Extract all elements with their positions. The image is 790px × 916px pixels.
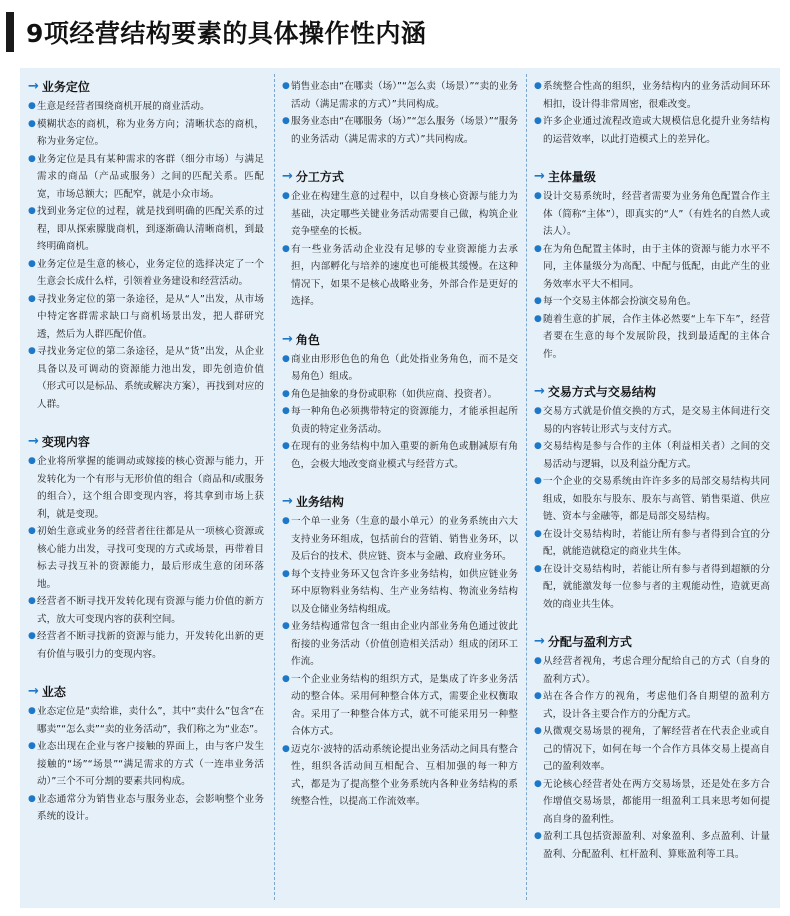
section-heading-text: 业务结构 [295, 495, 344, 509]
list-item [282, 566, 518, 619]
bullet-icon: ● [28, 293, 36, 304]
list-item [28, 116, 264, 151]
list-item-text: 初始生意或业务的经营者往往都是从一项核心资源或核心能力出发，寻找可变现的方式或场景，再带着目标去寻找互补的资源能力，最后形成生意的闭环落地。 [37, 526, 264, 590]
section [534, 633, 770, 863]
bullet-icon: ● [534, 296, 542, 306]
bullet-icon: ● [282, 743, 290, 754]
list-item-text: 在为角色配置主体时，由于主体的资源与能力水平不同，主体量级分为高配、中配与低配，由此产生的业务效率水平大不相同。 [543, 243, 770, 290]
bullet-icon: ● [282, 673, 290, 684]
list-item [534, 653, 770, 688]
list-item [28, 703, 264, 738]
list-item-text: 销售业态由“在哪卖（场）”“怎么卖（场景）”“卖的业务活动（满足需求的方式）”共同构成。 [291, 81, 518, 110]
bullet-icon: ● [282, 441, 290, 451]
section-heading-text: 角色 [295, 332, 320, 347]
list-item-text: 生意是经营者围绕商机开展的商业活动。 [37, 101, 210, 112]
arrow-right-icon: → [28, 79, 39, 94]
list-item-text: 一个单一业务（生意的最小单元）的业务系统由六大支持业务环组成，包括前台的营销、销售业务环，以及后台的技术、供应链、资本与金融、政府业务环。 [291, 516, 518, 562]
bullet-icon: ● [282, 406, 290, 416]
bullet-icon: ● [534, 563, 542, 574]
list-item-text: 找到业务定位的过程，就是找到明确的匹配关系的过程，即从探索朦胧商机，到逐渐确认清晰商机，到最终明确商机。 [37, 206, 264, 252]
bullet-icon: ● [534, 528, 542, 539]
section-heading-text: 分配与盈利方式 [547, 635, 632, 649]
bullet-icon: ● [282, 568, 290, 579]
section-heading-text: 分工方式 [295, 170, 344, 184]
list-item [28, 291, 264, 344]
list-item-text: 从微观交易场景的视角，了解经营者在代表企业或自己的情况下，如何在每一个合作方具体交易上提高自己的盈利效率。 [543, 726, 770, 772]
list-item [282, 403, 518, 438]
list-item [534, 241, 770, 294]
list-item [282, 386, 518, 404]
bullet-icon: ● [28, 118, 36, 129]
list-item [282, 618, 518, 671]
list-item-text: 企业将所掌握的能调动或嫁接的核心资源与能力，开发转化为一个有形与无形价值的组合（商品和/或服务的组合），这个组合即变现内容，将其拿到市场上获利，就是变现。 [37, 456, 264, 520]
list-item-text: 一个企业的交易系统由许许多多的局部交易结构共同组成，如股东与股东、股东与高管、销售渠道、供应链、资本与金融等，都是局部交易结构。 [543, 476, 770, 522]
list-item-text: 业务结构通常包含一组由企业内部业务角色通过彼此衔接的业务活动（价值创造相关活动）组成的闭环工作流。 [291, 621, 518, 667]
list-item [28, 738, 264, 791]
bullet-icon: ● [534, 778, 542, 789]
bullet-icon: ● [282, 191, 290, 201]
list-item-text: 模糊状态的商机，称为业务方向；清晰状态的商机，称为业务定位。 [37, 118, 264, 147]
section-heading-text: 交易方式与交易结构 [547, 385, 656, 399]
list-item-text: 业务定位是具有某种需求的客群（细分市场）与满足需求的商品（产品或服务）之间的匹配关系。匹配宽，市场总额大；匹配窄，就是小众市场。 [37, 153, 264, 200]
bullet-icon: ● [534, 726, 542, 736]
list-item [534, 78, 770, 113]
section [282, 493, 518, 811]
section [282, 331, 518, 474]
list-item-text: 经营者不断寻找新的资源与能力，开发转化出新的更有价值与吸引力的变现内容。 [37, 631, 264, 660]
list-item [534, 188, 770, 241]
arrow-right-icon: → [282, 331, 293, 347]
column-2 [282, 78, 518, 831]
list-item [28, 343, 264, 413]
arrow-right-icon: → [534, 169, 545, 184]
bullet-icon: ● [534, 656, 542, 666]
list-item-text: 许多企业通过流程改造或大规模信息化提升业务结构的运营效率，以此打造模式上的差异化。 [543, 116, 770, 145]
bullet-icon: ● [534, 243, 542, 254]
list-item [534, 473, 770, 526]
list-item [28, 628, 264, 663]
list-item [28, 791, 264, 826]
bullet-icon: ● [534, 313, 542, 324]
bullet-icon: ● [534, 476, 542, 486]
list-item-text: 寻找业务定位的第二条途径，是从“货”出发，从企业具备以及可调动的资源能力池出发，即先创造价值（形式可以是标品、系统或解决方案），再找到对应的人群。 [37, 346, 264, 410]
list-item-text: 盈利工具包括资源盈利、对象盈利、多点盈利、计量盈利、分配盈利、杠杆盈利、算账盈利等工具。 [543, 831, 770, 860]
bullet-icon: ● [534, 691, 542, 701]
list-item-text: 无论核心经营者处在两方交易场景，还是处在多方合作增值交易场景，都能用一组盈利工具来思考如何提高自身的盈利性。 [543, 778, 770, 825]
list-item-text: 企业在构建生意的过程中，以自身核心资源与能力为基础，决定哪些关键业务活动需要自己做，构筑企业竞争壁垒的长板。 [291, 191, 518, 237]
list-item [28, 593, 264, 628]
section-heading [28, 683, 264, 700]
list-item-text: 迈克尔·波特的活动系统论提出业务活动之间具有整合性，组织各活动间互相配合、互相加强的每一种方式，都是为了提高整个业务系统内各种业务结构的系统整合性，以提高工作流效率。 [291, 743, 518, 807]
section [534, 78, 770, 148]
bullet-icon: ● [28, 258, 36, 269]
section [282, 78, 518, 148]
list-item [28, 203, 264, 256]
section-heading [282, 331, 518, 348]
content-panel [20, 68, 780, 908]
column-1 [28, 78, 264, 846]
bullet-icon: ● [28, 101, 36, 111]
bullet-icon: ● [28, 153, 36, 164]
section [282, 168, 518, 311]
bullet-icon: ● [28, 526, 36, 536]
section-heading [282, 168, 518, 185]
section-heading [534, 383, 770, 400]
arrow-right-icon: → [28, 684, 39, 699]
arrow-right-icon: → [28, 434, 39, 449]
bullet-icon: ● [534, 406, 542, 416]
column-3 [534, 78, 770, 883]
list-item [28, 98, 264, 116]
section [28, 683, 264, 826]
list-item-text: 在现有的业务结构中加入重要的新角色或删减原有角色，会极大地改变商业模式与经营方式。 [291, 441, 518, 470]
list-item-text: 系统整合性高的组织，业务结构内的业务活动间环环相扣，设计得非常周密，很难改变。 [543, 81, 770, 110]
section-heading [28, 78, 264, 95]
list-item [282, 113, 518, 148]
list-item [534, 688, 770, 723]
bullet-icon: ● [28, 631, 36, 641]
list-item [282, 78, 518, 113]
list-item [534, 776, 770, 829]
list-item [534, 723, 770, 776]
list-item [534, 526, 770, 561]
bullet-icon: ● [534, 831, 542, 841]
section [534, 383, 770, 613]
list-item [28, 523, 264, 593]
section [28, 78, 264, 413]
section-heading [534, 633, 770, 650]
list-item [534, 561, 770, 614]
section-heading-text: 变现内容 [41, 435, 90, 449]
page-title: 9项经营结构要素的具体操作性内涵 [26, 19, 427, 48]
list-item-text: 业态定位是“卖给谁，卖什么”，其中“卖什么”包含“在哪卖”“怎么卖”“卖的业务活动”，我们称之为“业态”。 [37, 706, 264, 735]
bullet-icon: ● [28, 206, 36, 216]
bullet-icon: ● [282, 388, 290, 399]
arrow-right-icon: → [282, 169, 293, 184]
list-item-text: 交易结构是参与合作的主体（利益相关者）之间的交易活动与逻辑，以及利益分配方式。 [543, 441, 770, 470]
list-item [534, 438, 770, 473]
section [534, 168, 770, 363]
section [28, 433, 264, 663]
arrow-right-icon: → [282, 494, 293, 509]
title-bar [6, 8, 784, 56]
bullet-icon: ● [534, 81, 542, 91]
list-item-text: 随着生意的扩展，合作主体必然要“上车下车”，经营者要在生意的每个发展阶段，找到最适配的主体合作。 [543, 313, 770, 360]
title-accent-bar [6, 12, 14, 52]
list-item-text: 站在各合作方的视角，考虑他们各自期望的盈利方式，设计各主要合作方的分配方式。 [543, 691, 770, 720]
list-item [282, 513, 518, 566]
section-heading [282, 493, 518, 510]
bullet-icon: ● [282, 353, 290, 364]
list-item-text: 有一些业务活动企业没有足够的专业资源能力去承担，内部孵化与培养的速度也可能极其缓慢。在这种情况下，如果不是核心战略业务，外部合作是更好的选择。 [291, 243, 518, 307]
bullet-icon: ● [28, 706, 36, 716]
list-item [28, 453, 264, 523]
bullet-icon: ● [534, 116, 542, 126]
bullet-icon: ● [28, 793, 36, 804]
bullet-icon: ● [534, 191, 542, 201]
bullet-icon: ● [28, 456, 36, 466]
bullet-icon: ● [28, 596, 36, 606]
section-heading [534, 168, 770, 185]
bullet-icon: ● [282, 621, 290, 631]
list-item-text: 在设计交易结构时，若能让所有参与者得到超额的分配，就能激发每一位参与者的主观能动性，造就更高效的商业共生体。 [543, 563, 770, 610]
list-item-text: 业态通常分为销售业态与服务业态，会影响整个业务系统的设计。 [37, 793, 264, 822]
list-item [282, 741, 518, 811]
section-heading-text: 主体量级 [547, 170, 596, 184]
list-item-text: 每一个交易主体都会扮演交易角色。 [543, 296, 697, 307]
list-item-text: 每个支持业务环又包含许多业务结构，如供应链业务环中原物料业务结构、生产业务结构、物流业务结构以及仓储业务结构组成。 [291, 568, 518, 615]
bullet-icon: ● [28, 346, 36, 356]
list-item [534, 403, 770, 438]
list-item [534, 828, 770, 863]
list-item [534, 293, 770, 311]
list-item-text: 交易方式就是价值交换的方式，是交易主体间进行交易的内容转让形式与支付方式。 [543, 406, 770, 435]
list-item-text: 在设计交易结构时，若能让所有参与者得到合宜的分配，就能造就稳定的商业共生体。 [543, 528, 770, 557]
bullet-icon: ● [282, 81, 290, 91]
list-item-text: 角色是抽象的身份或职称（如供应商、投资者）。 [291, 388, 498, 400]
list-item-text: 寻找业务定位的第一条途径，是从“人”出发，从市场中特定客群需求缺口与商机场景出发，把人群研究透，然后为人群匹配价值。 [37, 293, 264, 340]
arrow-right-icon: → [534, 634, 545, 649]
list-item-text: 设计交易系统时，经营者需要为业务角色配置合作主体（简称“主体”），即真实的“人”（有姓名的自然人或法人）。 [543, 191, 770, 237]
bullet-icon: ● [282, 116, 290, 126]
column-divider [526, 74, 527, 900]
list-item-text: 业务定位是生意的核心，业务定位的选择决定了一个生意会长成什么样，引领着业务建设和经营活动。 [37, 258, 264, 287]
bullet-icon: ● [534, 441, 542, 451]
column-divider [274, 74, 275, 900]
list-item-text: 经营者不断寻找开发转化现有资源与能力价值的新方式，放大可变现内容的获利空间。 [37, 596, 264, 625]
bullet-icon: ● [282, 243, 290, 254]
list-item [534, 113, 770, 148]
list-item [282, 188, 518, 241]
list-item-text: 每一种角色必须携带特定的资源能力，才能承担起所负责的特定业务活动。 [291, 406, 518, 435]
section-heading [28, 433, 264, 450]
arrow-right-icon: → [534, 384, 545, 399]
list-item-text: 服务业态由“在哪服务（场）”“怎么服务（场景）”“服务的业务活动（满足需求的方式）”共同构成。 [291, 116, 518, 145]
list-item [282, 671, 518, 741]
list-item [282, 438, 518, 473]
list-item [28, 256, 264, 291]
list-item-text: 一个企业业务结构的组织方式，是集成了许多业务活动的整合体。采用何种整合体方式，需要企业权衡取舍。采用了一种整合体方式，就不可能采用另一种整合体方式。 [291, 673, 518, 737]
list-item-text: 业态出现在企业与客户接触的界面上，由与客户发生接触的“场”“场景”“满足需求的方式（一连串业务活动）”三个不可分割的要素共同构成。 [37, 741, 264, 787]
section-heading-text: 业态 [41, 685, 66, 699]
list-item [282, 241, 518, 311]
list-item-text: 商业由形形色色的角色（此处指业务角色，而不是交易角色）组成。 [291, 353, 518, 382]
list-item-text: 从经营者视角，考虑合理分配给自己的方式（自身的盈利方式）。 [543, 656, 770, 685]
list-item [28, 151, 264, 204]
list-item [534, 311, 770, 364]
section-heading-text: 业务定位 [41, 80, 90, 94]
list-item [282, 351, 518, 386]
bullet-icon: ● [282, 516, 290, 526]
bullet-icon: ● [28, 741, 36, 751]
